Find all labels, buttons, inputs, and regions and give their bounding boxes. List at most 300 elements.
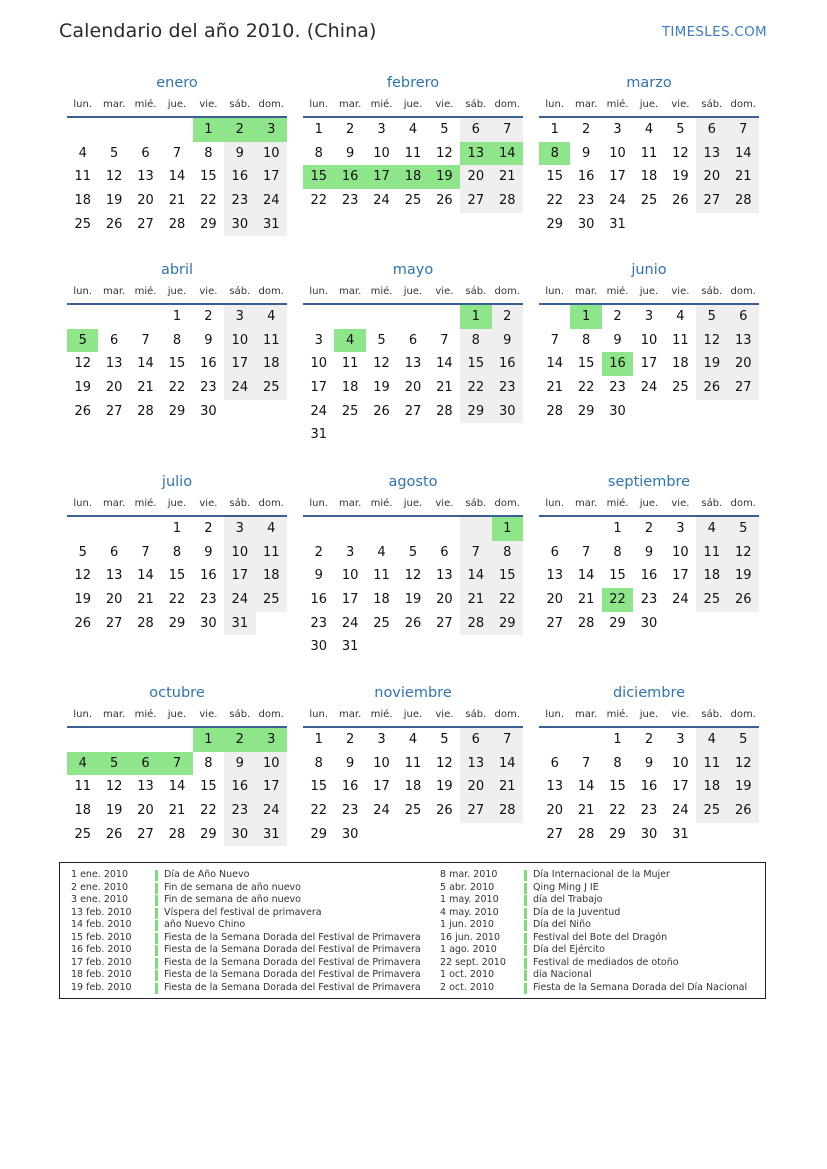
empty-cell bbox=[539, 305, 570, 329]
empty-cell bbox=[429, 305, 460, 329]
brand-link[interactable]: TIMESLES.COM bbox=[661, 24, 767, 40]
weekday-label: mié. bbox=[370, 709, 393, 720]
day-cell: 28 bbox=[577, 826, 595, 842]
month-title: abril bbox=[160, 262, 194, 278]
empty-cell bbox=[539, 517, 570, 541]
empty-cell bbox=[460, 517, 491, 541]
empty-cell bbox=[161, 728, 192, 752]
day-cell: 31 bbox=[341, 639, 359, 655]
day-cell: 26 bbox=[105, 826, 123, 842]
day-cell: 4 bbox=[377, 544, 386, 560]
day-grid bbox=[67, 517, 287, 635]
day-cell: 10 bbox=[640, 332, 658, 348]
day-grid bbox=[303, 728, 523, 846]
day-cell: 19 bbox=[696, 352, 727, 376]
day-cell: 23 bbox=[200, 380, 217, 396]
weekday-label: jue. bbox=[639, 709, 659, 720]
day-cell: 8 bbox=[314, 755, 323, 771]
holiday-day: 7 bbox=[161, 752, 192, 776]
weekday-label: dom. bbox=[258, 498, 284, 509]
day-cell: 18 bbox=[404, 779, 422, 795]
day-cell: 10 bbox=[256, 752, 287, 776]
day-cell: 1 bbox=[613, 521, 622, 536]
day-cell: 12 bbox=[373, 356, 390, 372]
weekday-label: jue. bbox=[639, 99, 659, 110]
weekday-label: mar. bbox=[575, 286, 598, 297]
day-cell: 23 bbox=[341, 803, 359, 819]
empty-cell bbox=[130, 728, 161, 752]
day-cell: 3 bbox=[676, 521, 685, 536]
holiday-name: año Nuevo Chino bbox=[164, 919, 246, 930]
day-cell: 6 bbox=[550, 755, 559, 771]
holiday-row bbox=[440, 907, 747, 920]
day-cell: 21 bbox=[577, 592, 595, 608]
month-title: mayo bbox=[392, 262, 434, 278]
empty-cell bbox=[224, 400, 255, 424]
day-cell: 11 bbox=[256, 329, 287, 353]
month-diciembre bbox=[539, 680, 759, 846]
day-cell: 30 bbox=[200, 403, 217, 419]
month-title: junio bbox=[631, 262, 667, 278]
weekday-label: jue. bbox=[403, 498, 423, 509]
day-cell: 14 bbox=[728, 142, 759, 166]
day-cell: 18 bbox=[373, 592, 390, 608]
holiday-row bbox=[440, 894, 747, 907]
empty-cell bbox=[570, 728, 601, 752]
day-grid bbox=[539, 517, 759, 635]
day-cell: 21 bbox=[728, 165, 759, 189]
day-cell: 7 bbox=[728, 118, 759, 142]
weekday-label: dom. bbox=[494, 99, 520, 110]
weekday-header bbox=[539, 96, 759, 118]
day-cell: 25 bbox=[404, 803, 422, 819]
holiday-date: 22 sept. 2010 bbox=[440, 956, 506, 968]
day-cell: 30 bbox=[492, 400, 523, 424]
day-cell: 9 bbox=[204, 332, 213, 348]
day-cell: 9 bbox=[314, 568, 323, 584]
day-cell: 1 bbox=[613, 732, 622, 747]
day-cell: 5 bbox=[78, 544, 87, 560]
weekday-label: sáb. bbox=[701, 286, 723, 297]
empty-cell bbox=[728, 400, 759, 424]
day-cell: 30 bbox=[200, 615, 217, 631]
weekday-label: sáb. bbox=[229, 99, 251, 110]
day-cell: 23 bbox=[341, 193, 359, 209]
weekday-label: sáb. bbox=[229, 709, 251, 720]
holiday-row bbox=[71, 957, 421, 970]
day-cell: 2 bbox=[345, 732, 355, 747]
holiday-name: Fiesta de la Semana Dorada del Festival de Primavera bbox=[164, 969, 421, 980]
day-cell: 26 bbox=[696, 376, 727, 400]
holiday-name: Festival de mediados de otoño bbox=[533, 956, 679, 968]
holiday-day: 1 bbox=[570, 305, 601, 329]
day-cell: 24 bbox=[256, 799, 287, 823]
empty-cell bbox=[98, 728, 129, 752]
day-cell: 23 bbox=[640, 592, 658, 608]
empty-cell bbox=[728, 823, 759, 847]
day-cell: 22 bbox=[546, 193, 563, 209]
day-cell: 15 bbox=[168, 568, 186, 584]
empty-cell bbox=[334, 305, 365, 329]
day-grid bbox=[539, 118, 759, 236]
day-cell: 30 bbox=[609, 403, 626, 419]
day-cell: 5 bbox=[377, 332, 386, 348]
day-cell: 5 bbox=[440, 122, 449, 137]
day-cell: 6 bbox=[728, 305, 759, 329]
month-title: agosto bbox=[388, 474, 438, 490]
day-cell: 24 bbox=[224, 588, 255, 612]
day-cell: 22 bbox=[200, 193, 217, 209]
weekday-label: dom. bbox=[730, 286, 756, 297]
weekday-label: mié. bbox=[606, 99, 629, 110]
day-cell: 19 bbox=[436, 779, 453, 795]
weekday-label: vie. bbox=[199, 709, 218, 720]
day-cell: 11 bbox=[672, 332, 689, 348]
day-cell: 23 bbox=[640, 803, 658, 819]
day-cell: 12 bbox=[105, 779, 123, 795]
weekday-label: mié. bbox=[606, 498, 629, 509]
day-cell: 8 bbox=[314, 145, 323, 161]
day-cell: 29 bbox=[310, 826, 327, 842]
day-cell: 15 bbox=[546, 169, 563, 185]
day-cell: 28 bbox=[492, 799, 523, 823]
holiday-date: 1 ene. 2010 bbox=[71, 869, 128, 880]
day-cell: 23 bbox=[200, 592, 217, 608]
empty-cell bbox=[696, 612, 727, 636]
day-cell: 14 bbox=[436, 356, 453, 372]
day-cell: 12 bbox=[728, 752, 759, 776]
empty-cell bbox=[665, 400, 696, 424]
day-cell: 6 bbox=[408, 332, 418, 348]
empty-cell bbox=[429, 423, 460, 447]
weekday-label: dom. bbox=[494, 709, 520, 720]
day-cell: 22 bbox=[200, 803, 217, 819]
month-title: febrero bbox=[386, 75, 440, 91]
day-cell: 2 bbox=[613, 309, 622, 324]
weekday-label: sáb. bbox=[465, 286, 487, 297]
day-cell: 11 bbox=[696, 752, 727, 776]
weekday-label: jue. bbox=[403, 99, 423, 110]
day-cell: 3 bbox=[377, 122, 386, 137]
day-cell: 18 bbox=[640, 169, 658, 185]
weekday-label: sáb. bbox=[229, 498, 251, 509]
day-cell: 15 bbox=[609, 779, 626, 795]
day-cell: 26 bbox=[373, 403, 390, 419]
day-cell: 29 bbox=[460, 400, 491, 424]
weekday-header bbox=[67, 495, 287, 517]
weekday-label: lun. bbox=[545, 498, 565, 509]
day-cell: 6 bbox=[696, 118, 727, 142]
day-cell: 10 bbox=[672, 544, 689, 560]
weekday-label: jue. bbox=[167, 286, 187, 297]
month-junio bbox=[539, 257, 759, 423]
weekday-label: vie. bbox=[199, 99, 218, 110]
holiday-marker bbox=[155, 920, 158, 931]
day-cell: 27 bbox=[696, 189, 727, 213]
day-cell: 15 bbox=[168, 356, 186, 372]
day-cell: 13 bbox=[436, 568, 453, 584]
weekday-label: mar. bbox=[339, 498, 362, 509]
day-cell: 17 bbox=[224, 352, 255, 376]
day-cell: 8 bbox=[460, 329, 491, 353]
holiday-name: día Nacional bbox=[533, 969, 592, 980]
day-cell: 27 bbox=[137, 826, 154, 842]
day-cell: 16 bbox=[577, 169, 595, 185]
day-cell: 20 bbox=[546, 592, 563, 608]
day-cell: 17 bbox=[672, 568, 689, 584]
day-cell: 7 bbox=[440, 332, 449, 348]
day-cell: 7 bbox=[581, 755, 591, 771]
day-cell: 6 bbox=[141, 145, 150, 161]
empty-cell bbox=[397, 517, 428, 541]
day-cell: 2 bbox=[492, 305, 523, 329]
day-cell: 20 bbox=[137, 193, 154, 209]
holiday-row bbox=[71, 982, 421, 995]
holiday-row bbox=[71, 894, 421, 907]
day-cell: 5 bbox=[440, 732, 449, 747]
empty-cell bbox=[98, 118, 129, 142]
day-cell: 24 bbox=[609, 193, 626, 209]
month-title: marzo bbox=[626, 75, 672, 91]
weekday-label: mar. bbox=[103, 286, 126, 297]
day-cell: 11 bbox=[640, 145, 658, 161]
weekday-label: vie. bbox=[671, 99, 690, 110]
day-cell: 19 bbox=[373, 380, 390, 396]
day-cell: 12 bbox=[436, 755, 453, 771]
weekday-label: lun. bbox=[545, 99, 565, 110]
day-cell: 15 bbox=[310, 779, 327, 795]
month-febrero bbox=[303, 70, 523, 213]
day-cell: 27 bbox=[460, 799, 491, 823]
day-cell: 19 bbox=[74, 592, 91, 608]
day-cell: 27 bbox=[404, 403, 422, 419]
day-cell: 4 bbox=[696, 517, 727, 541]
holiday-marker bbox=[155, 958, 158, 969]
day-cell: 12 bbox=[436, 145, 453, 161]
day-cell: 15 bbox=[200, 169, 217, 185]
weekday-label: jue. bbox=[167, 709, 187, 720]
day-cell: 11 bbox=[373, 568, 390, 584]
day-cell: 5 bbox=[676, 122, 685, 137]
weekday-label: sáb. bbox=[465, 498, 487, 509]
day-cell: 20 bbox=[404, 380, 422, 396]
day-cell: 21 bbox=[137, 380, 154, 396]
day-cell: 10 bbox=[224, 329, 255, 353]
holiday-row bbox=[440, 932, 747, 945]
page-title: Calendario del año 2010. (China) bbox=[59, 20, 377, 42]
weekday-label: mié. bbox=[134, 99, 157, 110]
day-cell: 26 bbox=[672, 193, 689, 209]
day-cell: 6 bbox=[550, 544, 559, 560]
weekday-label: sáb. bbox=[465, 709, 487, 720]
empty-cell bbox=[397, 823, 428, 847]
weekday-label: mar. bbox=[575, 709, 598, 720]
day-cell: 28 bbox=[577, 615, 595, 631]
empty-cell bbox=[397, 635, 428, 659]
day-cell: 25 bbox=[640, 193, 658, 209]
holiday-row bbox=[71, 907, 421, 920]
day-cell: 7 bbox=[492, 728, 523, 752]
day-cell: 9 bbox=[345, 145, 355, 161]
day-cell: 22 bbox=[577, 380, 595, 396]
weekday-label: lun. bbox=[309, 498, 329, 509]
holiday-name: Fiesta de la Semana Dorada del Día Nacional bbox=[533, 981, 748, 993]
weekday-label: vie. bbox=[435, 286, 454, 297]
holiday-marker bbox=[524, 970, 527, 981]
day-cell: 13 bbox=[728, 329, 759, 353]
empty-cell bbox=[67, 728, 98, 752]
day-cell: 19 bbox=[728, 775, 759, 799]
day-cell: 17 bbox=[310, 380, 327, 396]
day-cell: 8 bbox=[581, 332, 591, 348]
day-cell: 9 bbox=[492, 329, 523, 353]
day-cell: 14 bbox=[137, 356, 154, 372]
holiday-day: 5 bbox=[98, 752, 129, 776]
day-cell: 31 bbox=[256, 213, 287, 237]
day-cell: 16 bbox=[200, 568, 217, 584]
month-abril bbox=[67, 257, 287, 423]
holiday-row bbox=[71, 932, 421, 945]
holiday-name: Fin de semana de año nuevo bbox=[164, 894, 301, 905]
day-cell: 29 bbox=[492, 612, 523, 636]
day-cell: 25 bbox=[256, 588, 287, 612]
day-cell: 14 bbox=[168, 169, 186, 185]
holiday-day: 1 bbox=[193, 118, 224, 142]
day-cell: 24 bbox=[256, 189, 287, 213]
holiday-name: Fiesta de la Semana Dorada del Festival de Primavera bbox=[164, 931, 421, 943]
holiday-date: 14 feb. 2010 bbox=[71, 919, 132, 930]
holiday-day: 19 bbox=[429, 165, 460, 189]
weekday-label: vie. bbox=[671, 286, 690, 297]
day-cell: 8 bbox=[613, 544, 622, 560]
holiday-name: Fin de semana de año nuevo bbox=[164, 881, 301, 893]
day-cell: 26 bbox=[436, 193, 453, 209]
day-cell: 24 bbox=[672, 803, 689, 819]
weekday-label: jue. bbox=[167, 498, 187, 509]
day-cell: 29 bbox=[200, 826, 217, 842]
holiday-day: 2 bbox=[224, 118, 255, 142]
day-cell: 18 bbox=[672, 356, 689, 372]
day-cell: 8 bbox=[204, 755, 213, 771]
day-cell: 24 bbox=[341, 615, 359, 631]
weekday-label: vie. bbox=[671, 498, 690, 509]
weekday-label: dom. bbox=[730, 99, 756, 110]
day-cell: 15 bbox=[577, 356, 595, 372]
day-cell: 7 bbox=[581, 544, 591, 560]
weekday-label: mié. bbox=[134, 498, 157, 509]
day-cell: 1 bbox=[314, 732, 323, 747]
day-cell: 28 bbox=[137, 403, 154, 419]
day-cell: 29 bbox=[546, 216, 563, 232]
day-cell: 28 bbox=[137, 615, 154, 631]
holiday-date: 19 feb. 2010 bbox=[71, 981, 132, 993]
day-cell: 27 bbox=[546, 615, 563, 631]
day-cell: 11 bbox=[404, 755, 422, 771]
day-cell: 23 bbox=[492, 376, 523, 400]
holiday-marker bbox=[155, 945, 158, 956]
day-cell: 16 bbox=[310, 592, 327, 608]
empty-cell bbox=[256, 612, 287, 636]
day-cell: 20 bbox=[105, 592, 123, 608]
day-cell: 26 bbox=[404, 615, 422, 631]
day-cell: 15 bbox=[460, 352, 491, 376]
holiday-day: 13 bbox=[460, 142, 491, 166]
day-cell: 24 bbox=[373, 803, 390, 819]
holiday-day: 17 bbox=[366, 165, 397, 189]
day-cell: 26 bbox=[728, 588, 759, 612]
day-cell: 28 bbox=[168, 826, 186, 842]
weekday-label: dom. bbox=[494, 286, 520, 297]
holiday-row bbox=[440, 869, 747, 882]
weekday-label: lun. bbox=[545, 709, 565, 720]
holiday-day: 16 bbox=[602, 352, 633, 376]
holiday-row bbox=[440, 919, 747, 932]
holiday-marker bbox=[155, 908, 158, 919]
month-octubre bbox=[67, 680, 287, 846]
holiday-row bbox=[440, 882, 747, 895]
empty-cell bbox=[98, 305, 129, 329]
day-cell: 24 bbox=[640, 380, 658, 396]
day-cell: 20 bbox=[460, 165, 491, 189]
day-cell: 1 bbox=[172, 309, 182, 324]
day-cell: 5 bbox=[728, 517, 759, 541]
month-title: enero bbox=[156, 75, 198, 91]
day-cell: 17 bbox=[609, 169, 626, 185]
day-cell: 17 bbox=[341, 592, 359, 608]
empty-cell bbox=[366, 423, 397, 447]
holiday-date: 4 may. 2010 bbox=[440, 906, 499, 918]
day-cell: 1 bbox=[314, 122, 323, 137]
empty-cell bbox=[303, 517, 334, 541]
weekday-label: dom. bbox=[258, 286, 284, 297]
day-cell: 4 bbox=[676, 309, 685, 324]
holiday-marker bbox=[155, 983, 158, 994]
weekday-label: dom. bbox=[258, 99, 284, 110]
day-cell: 8 bbox=[613, 755, 622, 771]
weekday-label: mar. bbox=[575, 99, 598, 110]
empty-cell bbox=[633, 400, 664, 424]
empty-cell bbox=[397, 423, 428, 447]
day-cell: 22 bbox=[609, 803, 626, 819]
holiday-day: 4 bbox=[67, 752, 98, 776]
day-cell: 17 bbox=[256, 775, 287, 799]
day-cell: 14 bbox=[137, 568, 154, 584]
weekday-header bbox=[303, 283, 523, 305]
day-cell: 3 bbox=[224, 305, 255, 329]
day-cell: 9 bbox=[204, 544, 213, 560]
day-cell: 19 bbox=[672, 169, 689, 185]
holiday-marker bbox=[524, 945, 527, 956]
empty-cell bbox=[67, 305, 98, 329]
day-cell: 6 bbox=[460, 728, 491, 752]
day-cell: 13 bbox=[460, 752, 491, 776]
empty-cell bbox=[696, 213, 727, 237]
day-cell: 11 bbox=[74, 169, 91, 185]
day-cell: 15 bbox=[609, 568, 626, 584]
day-cell: 18 bbox=[696, 775, 727, 799]
holiday-date: 15 feb. 2010 bbox=[71, 931, 132, 943]
empty-cell bbox=[492, 823, 523, 847]
weekday-label: jue. bbox=[403, 286, 423, 297]
day-cell: 25 bbox=[74, 216, 91, 232]
weekday-header bbox=[303, 706, 523, 728]
day-cell: 26 bbox=[74, 615, 91, 631]
day-cell: 18 bbox=[74, 803, 91, 819]
weekday-header bbox=[303, 495, 523, 517]
empty-cell bbox=[334, 517, 365, 541]
empty-cell bbox=[67, 517, 98, 541]
day-cell: 10 bbox=[341, 568, 359, 584]
